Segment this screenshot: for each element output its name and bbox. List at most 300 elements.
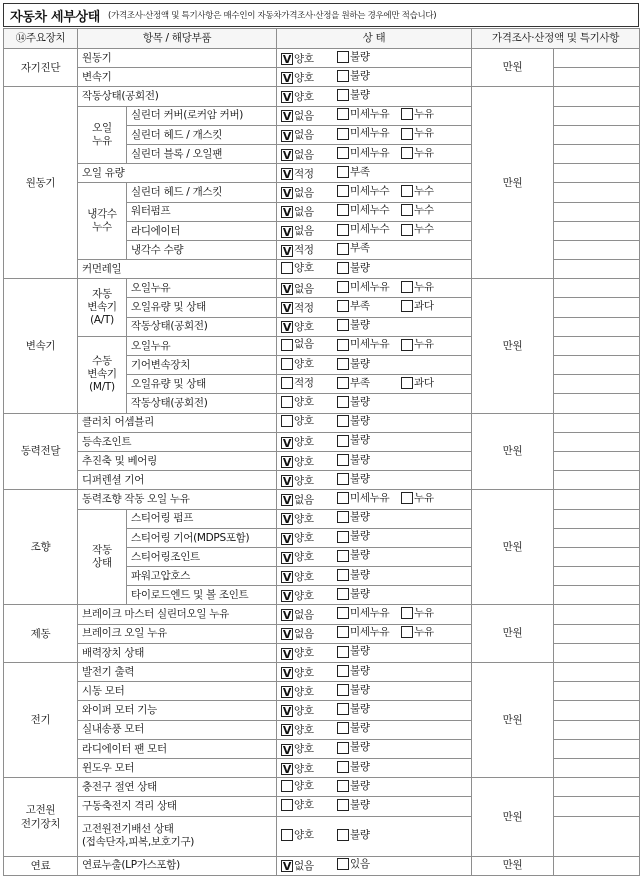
status-option[interactable] [401, 128, 451, 140]
status-option-label: 미세누유 [350, 280, 390, 293]
status-option[interactable] [337, 415, 399, 427]
status-checkbox[interactable] [337, 531, 349, 543]
remarks-cell[interactable] [554, 758, 640, 777]
remarks-cell[interactable] [554, 394, 640, 413]
status-checkbox[interactable]: V [282, 167, 292, 181]
status-option[interactable] [337, 166, 399, 178]
status-option[interactable] [281, 415, 335, 427]
status-checkbox[interactable] [281, 262, 293, 274]
status-option[interactable] [281, 571, 335, 583]
status-option-label: 양호 [294, 762, 314, 775]
status-option[interactable] [281, 763, 335, 775]
table-row [4, 413, 640, 432]
status-option[interactable] [337, 262, 399, 274]
status-option[interactable] [337, 492, 399, 504]
status-option[interactable] [281, 377, 335, 389]
status-checkbox[interactable] [401, 147, 413, 159]
status-option[interactable] [337, 511, 399, 523]
status-checkbox[interactable]: V [282, 455, 292, 469]
status-checkbox[interactable] [281, 339, 293, 351]
status-checkbox[interactable] [337, 569, 349, 581]
status-checkbox[interactable] [337, 646, 349, 658]
status-checkbox[interactable] [401, 492, 413, 504]
item-label: 워터펌프 [127, 202, 277, 221]
item-label: 실내송풍 모터 [78, 720, 277, 739]
status-checkbox[interactable] [337, 262, 349, 274]
status-checkbox[interactable]: V [282, 187, 292, 201]
status-option[interactable] [281, 226, 335, 238]
status-option[interactable] [337, 358, 399, 370]
status-option[interactable] [337, 550, 399, 562]
status-checkbox[interactable]: V [282, 666, 292, 680]
status-checkbox[interactable]: V [282, 244, 292, 258]
status-checkbox[interactable] [337, 588, 349, 600]
table-body [4, 49, 640, 876]
status-option[interactable] [281, 628, 335, 640]
status-checkbox[interactable] [337, 185, 349, 197]
status-checkbox[interactable] [337, 473, 349, 485]
status-option[interactable] [281, 744, 335, 756]
status-option-label: 불량 [350, 779, 370, 792]
status-checkbox[interactable] [401, 224, 413, 236]
status-option[interactable] [337, 829, 399, 841]
item-label: 클러치 어셈블리 [78, 413, 277, 432]
header-device: ⑭주요장치 [4, 29, 78, 49]
remarks-cell[interactable] [554, 432, 640, 451]
status-checkbox[interactable]: V [282, 743, 292, 757]
status-cell [277, 471, 472, 490]
status-cell [277, 164, 472, 183]
remarks-cell[interactable] [554, 106, 640, 125]
status-option[interactable] [281, 513, 335, 525]
status-checkbox[interactable] [401, 607, 413, 619]
status-option[interactable] [337, 626, 399, 638]
status-option[interactable] [337, 300, 399, 312]
status-checkbox[interactable] [401, 626, 413, 638]
status-option-label: 누수 [414, 223, 434, 236]
status-option[interactable] [337, 780, 399, 792]
status-checkbox[interactable]: V [282, 705, 292, 719]
status-checkbox[interactable]: V [282, 110, 292, 124]
status-option[interactable] [281, 283, 335, 295]
status-option-label: 없음 [294, 110, 314, 123]
table-row [4, 279, 640, 298]
status-checkbox[interactable] [337, 550, 349, 562]
remarks-cell[interactable] [554, 125, 640, 144]
remarks-cell[interactable] [554, 643, 640, 662]
status-checkbox[interactable] [337, 742, 349, 754]
status-option-label: 양호 [294, 724, 314, 737]
status-checkbox[interactable] [281, 396, 293, 408]
status-checkbox[interactable] [337, 780, 349, 792]
status-option[interactable] [281, 552, 335, 564]
status-option[interactable] [337, 185, 399, 197]
status-option[interactable] [337, 243, 399, 255]
status-checkbox[interactable]: V [282, 321, 292, 335]
status-checkbox[interactable] [401, 128, 413, 140]
item-label: 오일 유량 [78, 164, 277, 183]
remarks-cell[interactable] [554, 547, 640, 566]
status-option[interactable] [337, 128, 399, 140]
status-checkbox[interactable]: V [282, 860, 292, 874]
table-row [4, 490, 640, 509]
header-row [4, 29, 640, 49]
item-label: 추진축 및 베어링 [78, 451, 277, 470]
remarks-cell[interactable] [554, 856, 640, 875]
remarks-cell[interactable] [554, 144, 640, 163]
status-cell [277, 816, 472, 856]
status-checkbox[interactable] [337, 339, 349, 351]
remarks-cell[interactable] [554, 490, 640, 509]
status-option[interactable] [401, 185, 451, 197]
remarks-cell[interactable] [554, 49, 640, 68]
remarks-cell[interactable] [554, 797, 640, 816]
sub-group-label: 작동 상태 [78, 509, 127, 605]
status-checkbox[interactable]: V [282, 570, 292, 584]
remarks-cell[interactable] [554, 567, 640, 586]
price-cell: 만원 [472, 49, 554, 87]
status-checkbox[interactable] [337, 454, 349, 466]
status-checkbox[interactable] [337, 243, 349, 255]
status-option[interactable] [281, 667, 335, 679]
status-checkbox[interactable]: V [282, 302, 292, 316]
remarks-cell[interactable] [554, 720, 640, 739]
status-cell [277, 144, 472, 163]
status-option-label: 양호 [294, 513, 314, 526]
status-checkbox[interactable] [337, 435, 349, 447]
status-option-label: 적정 [294, 302, 314, 315]
price-cell: 만원 [472, 605, 554, 663]
status-option[interactable] [401, 626, 451, 638]
status-checkbox[interactable] [337, 799, 349, 811]
status-checkbox[interactable]: V [282, 590, 292, 604]
status-option-label: 없음 [294, 225, 314, 238]
status-checkbox[interactable]: V [282, 762, 292, 776]
status-cell [277, 49, 472, 68]
status-option-label: 불량 [350, 472, 370, 485]
status-option[interactable] [337, 531, 399, 543]
status-option[interactable] [337, 89, 399, 101]
status-option[interactable] [281, 686, 335, 698]
remarks-cell[interactable] [554, 87, 640, 106]
status-option[interactable] [281, 396, 335, 408]
status-checkbox[interactable]: V [282, 436, 292, 450]
status-option[interactable] [281, 358, 335, 370]
remarks-cell[interactable] [554, 164, 640, 183]
remarks-cell[interactable] [554, 183, 640, 202]
remarks-cell[interactable] [554, 240, 640, 259]
remarks-cell[interactable] [554, 471, 640, 490]
status-checkbox[interactable] [337, 761, 349, 773]
status-checkbox[interactable] [281, 358, 293, 370]
status-checkbox[interactable] [337, 224, 349, 236]
status-cell [277, 68, 472, 87]
remarks-cell[interactable] [554, 509, 640, 528]
status-option[interactable] [401, 492, 451, 504]
status-checkbox[interactable]: V [282, 551, 292, 565]
status-checkbox[interactable] [337, 722, 349, 734]
status-option[interactable] [401, 281, 451, 293]
status-checkbox[interactable] [337, 128, 349, 140]
remarks-cell[interactable] [554, 605, 640, 624]
status-checkbox[interactable]: V [282, 206, 292, 220]
status-option[interactable] [401, 377, 451, 389]
status-option[interactable] [281, 262, 335, 274]
status-checkbox[interactable]: V [282, 647, 292, 661]
status-checkbox[interactable] [337, 607, 349, 619]
status-option[interactable] [337, 646, 399, 658]
status-option[interactable] [401, 607, 451, 619]
status-checkbox[interactable] [337, 89, 349, 101]
status-option-label: 양호 [294, 798, 314, 811]
status-checkbox[interactable] [281, 799, 293, 811]
status-option-label: 양호 [294, 90, 314, 103]
status-option[interactable] [281, 494, 335, 506]
status-checkbox[interactable]: V [282, 129, 292, 143]
status-cell [277, 624, 472, 643]
status-option[interactable] [281, 187, 335, 199]
status-option-label: 불량 [350, 357, 370, 370]
status-option[interactable] [337, 204, 399, 216]
item-label: 윈도우 모터 [78, 758, 277, 777]
status-checkbox[interactable]: V [282, 494, 292, 508]
status-option[interactable] [337, 742, 399, 754]
status-option[interactable] [281, 302, 335, 314]
status-checkbox[interactable] [337, 51, 349, 63]
status-option[interactable] [337, 339, 399, 351]
status-cell [277, 87, 472, 106]
status-option[interactable] [281, 149, 335, 161]
status-checkbox[interactable] [337, 665, 349, 677]
status-checkbox[interactable] [337, 358, 349, 370]
status-option[interactable] [337, 588, 399, 600]
status-option[interactable] [281, 339, 335, 351]
status-checkbox[interactable]: V [282, 686, 292, 700]
status-checkbox[interactable] [337, 281, 349, 293]
status-checkbox[interactable] [337, 684, 349, 696]
system-name: 전기 [4, 663, 78, 778]
status-option[interactable] [281, 53, 335, 65]
status-option[interactable] [281, 648, 335, 660]
status-checkbox[interactable]: V [282, 148, 292, 162]
status-option[interactable] [337, 281, 399, 293]
status-option[interactable] [281, 724, 335, 736]
status-checkbox[interactable]: V [282, 91, 292, 105]
status-checkbox[interactable] [337, 829, 349, 841]
status-option[interactable] [337, 799, 399, 811]
item-label: 작동상태(공회전) [127, 317, 277, 336]
status-option[interactable] [281, 91, 335, 103]
remarks-cell[interactable] [554, 221, 640, 240]
remarks-cell[interactable] [554, 356, 640, 375]
status-option[interactable] [337, 435, 399, 447]
status-checkbox[interactable] [281, 415, 293, 427]
status-option-label: 불량 [350, 760, 370, 773]
status-option[interactable] [281, 437, 335, 449]
status-option-label: 과다 [414, 300, 434, 313]
status-option-label: 부족 [350, 242, 370, 255]
remarks-cell[interactable] [554, 375, 640, 394]
status-option[interactable] [337, 454, 399, 466]
status-checkbox[interactable] [337, 377, 349, 389]
remarks-cell[interactable] [554, 413, 640, 432]
status-option[interactable] [337, 722, 399, 734]
remarks-cell[interactable] [554, 260, 640, 279]
status-checkbox[interactable] [401, 204, 413, 216]
system-name: 원동기 [4, 87, 78, 279]
status-checkbox[interactable]: V [282, 609, 292, 623]
status-checkbox[interactable] [281, 780, 293, 792]
remarks-cell[interactable] [554, 317, 640, 336]
status-cell [277, 490, 472, 509]
status-checkbox[interactable] [281, 829, 293, 841]
remarks-cell[interactable] [554, 701, 640, 720]
status-checkbox[interactable] [337, 204, 349, 216]
status-checkbox[interactable]: V [282, 513, 292, 527]
status-checkbox[interactable] [337, 166, 349, 178]
status-cell [277, 356, 472, 375]
remarks-cell[interactable] [554, 663, 640, 682]
status-checkbox[interactable]: V [282, 283, 292, 297]
status-checkbox[interactable] [337, 492, 349, 504]
remarks-cell[interactable] [554, 586, 640, 605]
item-label: 오일누유 [127, 336, 277, 355]
status-option[interactable] [337, 761, 399, 773]
status-option[interactable] [337, 147, 399, 159]
status-option-label: 없음 [294, 206, 314, 219]
status-option[interactable] [401, 339, 451, 351]
status-checkbox[interactable] [337, 147, 349, 159]
status-checkbox[interactable] [401, 185, 413, 197]
status-option[interactable] [281, 533, 335, 545]
status-option[interactable] [337, 858, 399, 870]
remarks-cell[interactable] [554, 298, 640, 317]
status-option[interactable] [281, 110, 335, 122]
status-option[interactable] [401, 147, 451, 159]
status-option[interactable] [281, 321, 335, 333]
status-option[interactable] [281, 72, 335, 84]
status-checkbox[interactable]: V [282, 225, 292, 239]
status-checkbox[interactable]: V [282, 474, 292, 488]
status-checkbox[interactable] [337, 70, 349, 82]
status-option[interactable] [337, 224, 399, 236]
status-checkbox[interactable] [401, 281, 413, 293]
status-option-label: 양호 [294, 261, 314, 274]
status-option[interactable] [337, 70, 399, 82]
remarks-cell[interactable] [554, 682, 640, 701]
form-subtitle: (가격조사·산정액 및 특기사항은 매수인이 자동차가격조사·산정을 원하는 경우에만 적습니다) [108, 11, 437, 21]
status-option[interactable] [281, 130, 335, 142]
status-option[interactable] [337, 396, 399, 408]
table-row [4, 663, 640, 682]
status-option[interactable] [401, 300, 451, 312]
status-checkbox[interactable] [401, 108, 413, 120]
status-checkbox[interactable] [337, 319, 349, 331]
status-option[interactable] [337, 665, 399, 677]
status-checkbox[interactable] [337, 415, 349, 427]
status-checkbox[interactable] [337, 626, 349, 638]
status-option[interactable] [281, 475, 335, 487]
status-checkbox[interactable] [337, 300, 349, 312]
price-cell: 만원 [472, 778, 554, 856]
status-cell [277, 856, 472, 875]
remarks-cell[interactable] [554, 778, 640, 797]
status-option[interactable] [281, 799, 335, 811]
status-option[interactable] [337, 684, 399, 696]
status-option[interactable] [401, 108, 451, 120]
status-option-label: 불량 [350, 434, 370, 447]
status-option[interactable] [401, 204, 451, 216]
status-option[interactable] [281, 860, 335, 872]
remarks-cell[interactable] [554, 68, 640, 87]
status-option[interactable] [337, 51, 399, 63]
item-label: 스티어링 기어(MDPS포함) [127, 528, 277, 547]
status-option[interactable] [281, 245, 335, 257]
remarks-cell[interactable] [554, 816, 640, 856]
status-option[interactable] [337, 607, 399, 619]
status-checkbox[interactable] [337, 511, 349, 523]
item-label: 충전구 절연 상태 [78, 778, 277, 797]
status-checkbox[interactable]: V [282, 628, 292, 642]
system-name: 고전원 전기장치 [4, 778, 78, 856]
status-option[interactable] [337, 108, 399, 120]
remarks-cell[interactable] [554, 528, 640, 547]
status-option[interactable] [337, 703, 399, 715]
status-checkbox[interactable]: V [282, 532, 292, 546]
remarks-cell[interactable] [554, 624, 640, 643]
status-checkbox[interactable] [337, 858, 349, 870]
status-option[interactable] [337, 473, 399, 485]
status-option[interactable] [281, 780, 335, 792]
status-checkbox[interactable]: V [282, 72, 292, 86]
status-checkbox[interactable] [337, 703, 349, 715]
status-option[interactable] [281, 705, 335, 717]
status-option[interactable] [281, 206, 335, 218]
remarks-cell[interactable] [554, 202, 640, 221]
status-option[interactable] [281, 609, 335, 621]
status-option[interactable] [281, 590, 335, 602]
item-label: 오일유량 및 상태 [127, 298, 277, 317]
status-option[interactable] [281, 168, 335, 180]
remarks-cell[interactable] [554, 451, 640, 470]
status-option-label: 부족 [350, 300, 370, 313]
status-option[interactable] [401, 224, 451, 236]
status-option[interactable] [337, 569, 399, 581]
status-cell [277, 528, 472, 547]
status-checkbox[interactable] [337, 108, 349, 120]
status-option[interactable] [281, 456, 335, 468]
remarks-cell[interactable] [554, 336, 640, 355]
status-checkbox[interactable] [401, 377, 413, 389]
status-checkbox[interactable]: V [282, 724, 292, 738]
remarks-cell[interactable] [554, 279, 640, 298]
status-option[interactable] [281, 829, 335, 841]
status-option-label: 적정 [294, 376, 314, 389]
status-checkbox[interactable] [281, 377, 293, 389]
status-option-label: 양호 [294, 455, 314, 468]
status-option[interactable] [337, 377, 399, 389]
status-checkbox[interactable] [401, 339, 413, 351]
status-checkbox[interactable]: V [282, 52, 292, 66]
status-checkbox[interactable] [337, 396, 349, 408]
status-checkbox[interactable] [401, 300, 413, 312]
status-option[interactable] [337, 319, 399, 331]
item-label: 실린더 커버(로커암 커버) [127, 106, 277, 125]
status-cell [277, 375, 472, 394]
status-option-label: 불량 [350, 319, 370, 332]
status-option-label: 양호 [294, 828, 314, 841]
remarks-cell[interactable] [554, 739, 640, 758]
